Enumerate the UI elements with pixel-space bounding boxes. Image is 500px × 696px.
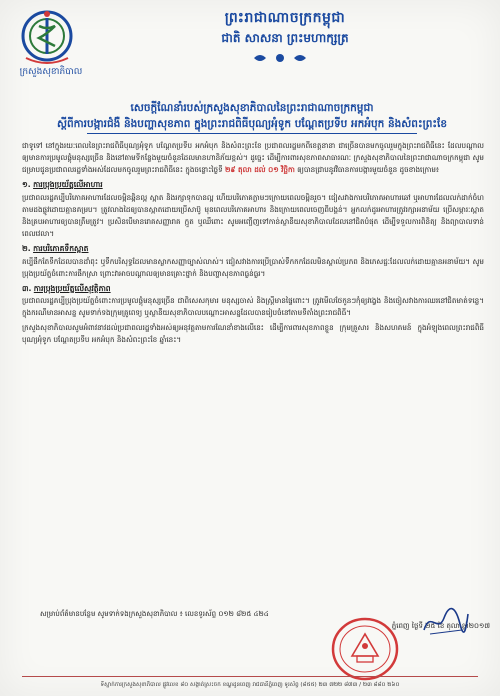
document-body bbox=[22, 140, 484, 353]
intro-text: ជាទូទៅ នៅក្នុងរយៈពេលនៃព្រះរាជពិធីបុណ្យអុំទូក បណ្ដែតប្រទីប អកអំបុក និងសំពះព្រះខែ ប្រជាពលរដ្ឋមកពីខេត្តនានា ជាច្រើនបានមកចូលរួមក្នុងព្រះរាជពិធីនេះ ដែលបណ្ដាលឲ្យមានការប្រមូលផ្ដុំមនុស្សច្រើន និងនៅតាមទីកន្លែងមួយចំនួនដែលមានហានិភ័យខ្ពស់។ ដូច្នេះ ដើម្បីការពារសុខភាពសាធារណៈ ក្រសួងសុខាភិបាលនៃព្រះរាជាណាចក្រកម្ពុជា សូមជម្រាបជូនប្រជាពលរដ្ឋទាំងអស់ដែលមកចូលរួមព្រះរាជពិធីនេះ ក្នុងចន្លោះថ្ងៃទី bbox=[22, 141, 484, 175]
title-line-1: សេចក្ដីណែនាំរបស់ក្រសួងសុខាភិបាលនៃព្រះរាជាណាចក្រកម្ពុជា bbox=[130, 102, 374, 114]
intro-text-end: ឲ្យបានជ្រាបនូវវិធានការបង្ការមួយចំនួន ដូចខាងក្រោម៖ bbox=[297, 165, 440, 175]
section-2-text: គប្បីផឹកតែទឹកដែលបានដាំពុះ ឬទឹកបរិសុទ្ធដែលមានស្លាកសញ្ញាច្បាស់លាស់។ ជៀសវាងការប្រើប្រាស់ទឹកកកដែលមិនស្គាល់ប្រភព និងភេសជ្ជៈដែលលក់ដោយគ្មានអនាម័យ។ សូមប្រុងប្រយ័ត្នចំពោះការផឹកស្រា ព្រោះវាអាចបណ្ដាលឲ្យមានគ្រោះថ្នាក់ និងបញ្ហាសុខភាពធ្ងន់ធ្ងរ។ bbox=[22, 256, 484, 278]
signature bbox=[420, 600, 470, 640]
closing-paragraph: ក្រសួងសុខាភិបាលសូមអំពាវនាវដល់ប្រជាពលរដ្ឋទាំងអស់ឲ្យអនុវត្តតាមការណែនាំខាងលើនេះ ដើម្បីការពារសុខភាពខ្លួន ក្រុមគ្រួសារ និងសហគមន៍ ក្នុងអំឡុងពេលព្រះរាជពិធីបុណ្យអុំទូក បណ្ដែតប្រទីប អកអំបុក និងសំពះព្រះខែ ឆ្នាំនេះ។ bbox=[22, 322, 484, 344]
ornament-divider bbox=[250, 52, 310, 64]
footer-rule bbox=[22, 676, 478, 677]
ministry-logo bbox=[12, 8, 82, 70]
footer-address: ទីស្នាក់ការក្រសួងសុខាភិបាល ផ្លូវលេខ ៨០ សង្កាត់ស្រះចក ខណ្ឌដូនពេញ រាជធានីភ្នំពេញ ទូរស័ព្ទ (៨៥៥) ២៣ ៧២២ ៨៧៣ / ២៣ ៨៨០ ២៦០ bbox=[100, 682, 400, 688]
section-3-text: ប្រជាពលរដ្ឋគប្បីប្រុងប្រយ័ត្នចំពោះការប្រមូលផ្ដុំមនុស្សច្រើន ជាពិសេសកុមារ មនុស្សចាស់ និងស្ត្រីមានផ្ទៃពោះ។ ត្រូវមើលថែកូនៗកុំឲ្យវង្វេង និងចៀសវាងការឈរនៅជិតមាត់ទន្លេ។ ក្នុងករណីមានអាសន្ន សូមទាក់ទងក្រុមគ្រូពេទ្យ ឬស្ថានីយសុខាភិបាលបណ្ដោះអាសន្នដែលបានរៀបចំនៅតាមទីតាំងព្រះរាជពិធី។ bbox=[22, 296, 484, 318]
section-2-heading bbox=[22, 243, 484, 256]
section-3-title: ការប្រុងប្រយ័ត្នលើសុវត្ថិភាព bbox=[33, 283, 111, 293]
national-motto: ជាតិ សាសនា ព្រះមហាក្សត្រ bbox=[221, 31, 349, 45]
section-1-number: ១. bbox=[22, 180, 31, 190]
section-2-number: ២. bbox=[22, 244, 31, 254]
section-1-title: ការប្រុងប្រយ័ត្នលើអាហារ bbox=[33, 180, 103, 190]
date-line: ភ្នំពេញ ថ្ងៃទី ២៥ ខែ តុលា ឆ្នាំ២០១៧ bbox=[391, 622, 490, 630]
ministry-label: ក្រសួងសុខាភិបាល bbox=[19, 67, 83, 77]
intro-paragraph bbox=[22, 140, 484, 176]
section-1-text: ប្រជាពលរដ្ឋគប្បីបរិភោគអាហារដែលចម្អិនឆ្អិនល្អ ស្អាត និងរក្សាទុកបានល្អ ហើយបរិភោគភ្លាមៗក្រោយពេលចម្អិនរួច។ ជៀសវាងការបរិភោគអាហារឆៅ ឬអាហារដែលលក់ដាក់ចំហតាមដងផ្លូវដោយគ្មានគម្រប។ ត្រូវលាងដៃឲ្យបានស្អាតដោយប្រើសាប៊ូ មុនពេលបរិភោគអាហារ និងក្រោយពេលចេញពីបង្គន់។ អ្នកលក់ដូរអាហារត្រូវរក្សាអនាម័យ ប្រើសម្ភារៈស្អាត និងគ្របអាហារឲ្យបានត្រឹមត្រូវ។ ប្រសិនបើមានរោគសញ្ញារាគ ក្អួត ឬឈឺពោះ សូមអញ្ជើញទៅកាន់ស្ថានីយសុខាភិបាលដែលនៅជិតបំផុត ដើម្បីទទួលការពិនិត្យ និងព្យាបាលទាន់ពេលវេលា។ bbox=[22, 192, 484, 239]
contact-line: សម្រាប់ព័ត៌មានបន្ថែម សូមទាក់ទងក្រសួងសុខាភិបាល ៖ លេខទូរស័ព្ទ ០១២ ៨២៥ ៤២៤ bbox=[40, 610, 269, 618]
section-1-heading bbox=[22, 179, 484, 192]
section-3-heading bbox=[22, 283, 484, 296]
section-3-number: ៣. bbox=[22, 283, 32, 293]
section-2-title: ការបរិភោគទឹកស្អាត bbox=[33, 244, 89, 254]
document-title bbox=[22, 100, 482, 134]
kingdom-title: ព្រះរាជាណាចក្រកម្ពុជា bbox=[224, 10, 346, 26]
title-underline bbox=[87, 133, 417, 134]
title-line-2: ស្ដីពីការបង្ការជំងឺ និងបញ្ហាសុខភាព ក្នុងព្រះរាជពិធីបុណ្យអុំទូក បណ្ដែតប្រទីប អកអំបុក និងសំពះព្រះខែ bbox=[57, 118, 447, 130]
intro-date-highlight: ២៩ តុលា ដល់ ០១ វិច្ឆិកា bbox=[224, 165, 295, 175]
